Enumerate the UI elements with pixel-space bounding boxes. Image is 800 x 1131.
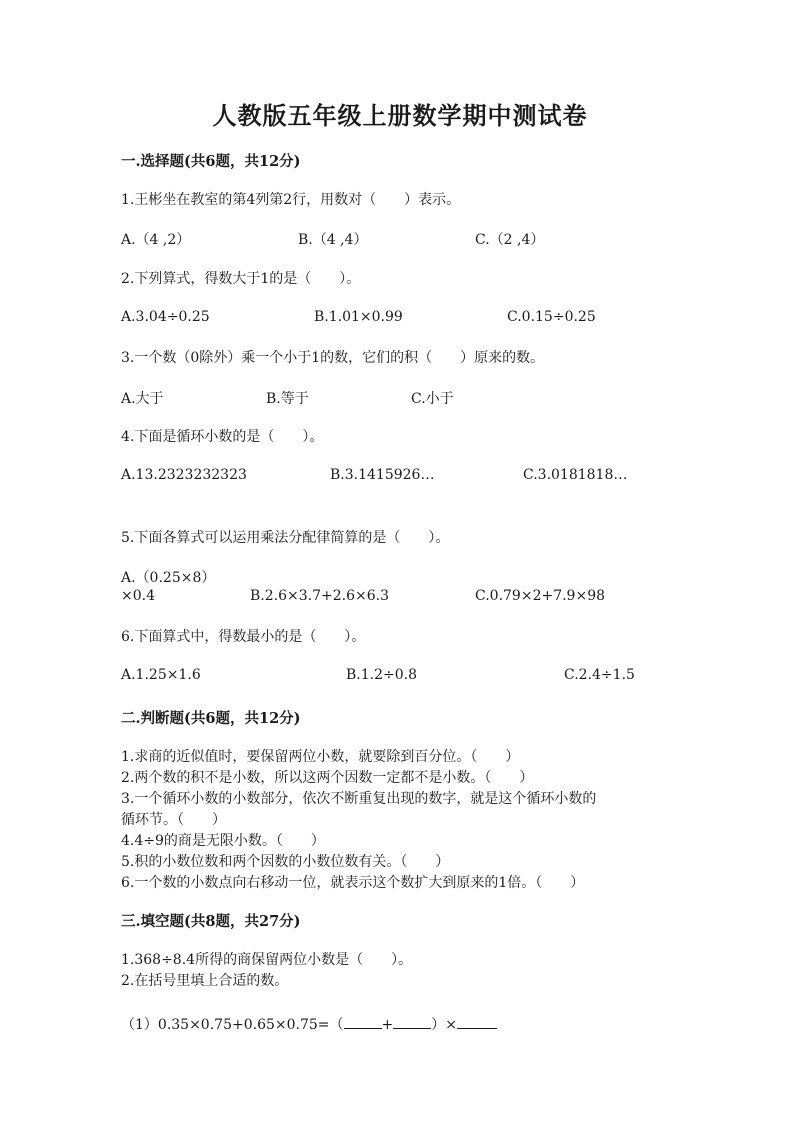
question-stem: 4.下面是循环小数的是（ ）。	[121, 429, 324, 445]
statement-line: 循环节。（ ）	[121, 812, 226, 828]
expression-prefix: （1）0.35×0.75+0.65×0.75=（	[121, 1017, 344, 1033]
option-a: A.13.2323232323	[121, 467, 247, 483]
page-title: 人教版五年级上册数学期中测试卷	[212, 101, 588, 130]
option-b: B.1.01×0.99	[314, 309, 403, 325]
answer-blank[interactable]	[344, 1016, 382, 1029]
statement-line: 4.4÷9的商是无限小数。（ ）	[121, 833, 325, 849]
option-b: B.（4 ,4）	[298, 232, 368, 248]
statement-line: 2.两个数的积不是小数，所以这两个因数一定都不是小数。（ ）	[121, 770, 534, 786]
section-heading-choice: 一.选择题(共6题，共12分)	[121, 153, 301, 170]
option-b: B.2.6×3.7+2.6×6.3	[250, 588, 389, 604]
section-heading-judgement: 二.判断题(共6题，共12分)	[121, 710, 301, 727]
option-c: C.2.4÷1.5	[564, 667, 635, 683]
option-c: C.小于	[411, 391, 454, 407]
option-c: C.3.0181818…	[523, 467, 628, 483]
option-b: B.1.2÷0.8	[346, 667, 417, 683]
option-c: C.0.15÷0.25	[507, 309, 596, 325]
plus-sign: +	[381, 1017, 394, 1033]
question-stem: 1.王彬坐在教室的第4列第2行，用数对（ ）表示。	[121, 192, 461, 208]
option-a-continued: ×0.4	[121, 588, 155, 604]
answer-blank[interactable]	[457, 1016, 497, 1029]
option-b: B.等于	[266, 391, 309, 407]
question-stem: 3.一个数（0除外）乘一个小于1的数，它们的积（ ）原来的数。	[121, 350, 545, 366]
option-a: A.1.25×1.6	[121, 667, 201, 683]
statement-line: 1.求商的近似值时，要保留两位小数，就要除到百分位。（ ）	[121, 749, 520, 765]
question-stem: 6.下面算式中，得数最小的是（ ）。	[121, 629, 366, 645]
expression-close: ）×	[431, 1017, 457, 1033]
section-heading-fill: 三.填空题(共8题，共27分)	[121, 913, 301, 930]
fill-line: 1.368÷8.4所得的商保留两位小数是（ ）。	[121, 952, 413, 968]
answer-blank[interactable]	[393, 1016, 431, 1029]
statement-line: 6.一个数的小数点向右移动一位，就表示这个数扩大到原来的1倍。（ ）	[121, 875, 585, 891]
option-a: A.大于	[121, 391, 164, 407]
option-a: A.3.04÷0.25	[121, 309, 210, 325]
option-b: B.3.1415926…	[330, 467, 435, 483]
statement-line: 5.积的小数位数和两个因数的小数位数有关。（ ）	[121, 854, 450, 870]
option-a: A.（0.25×8）	[121, 570, 216, 586]
option-c: C.0.79×2+7.9×98	[475, 588, 606, 604]
option-a: A.（4 ,2）	[121, 232, 191, 248]
fill-subquestion	[121, 1014, 497, 1034]
question-stem: 2.下列算式，得数大于1的是（ ）。	[121, 271, 361, 287]
statement-line: 3.一个循环小数的小数部分，依次不断重复出现的数字，就是这个循环小数的	[121, 791, 597, 807]
option-c: C.（2 ,4）	[475, 232, 545, 248]
question-stem: 5.下面各算式可以运用乘法分配律简算的是（ ）。	[121, 530, 450, 546]
fill-line: 2.在括号里填上合适的数。	[121, 973, 289, 989]
